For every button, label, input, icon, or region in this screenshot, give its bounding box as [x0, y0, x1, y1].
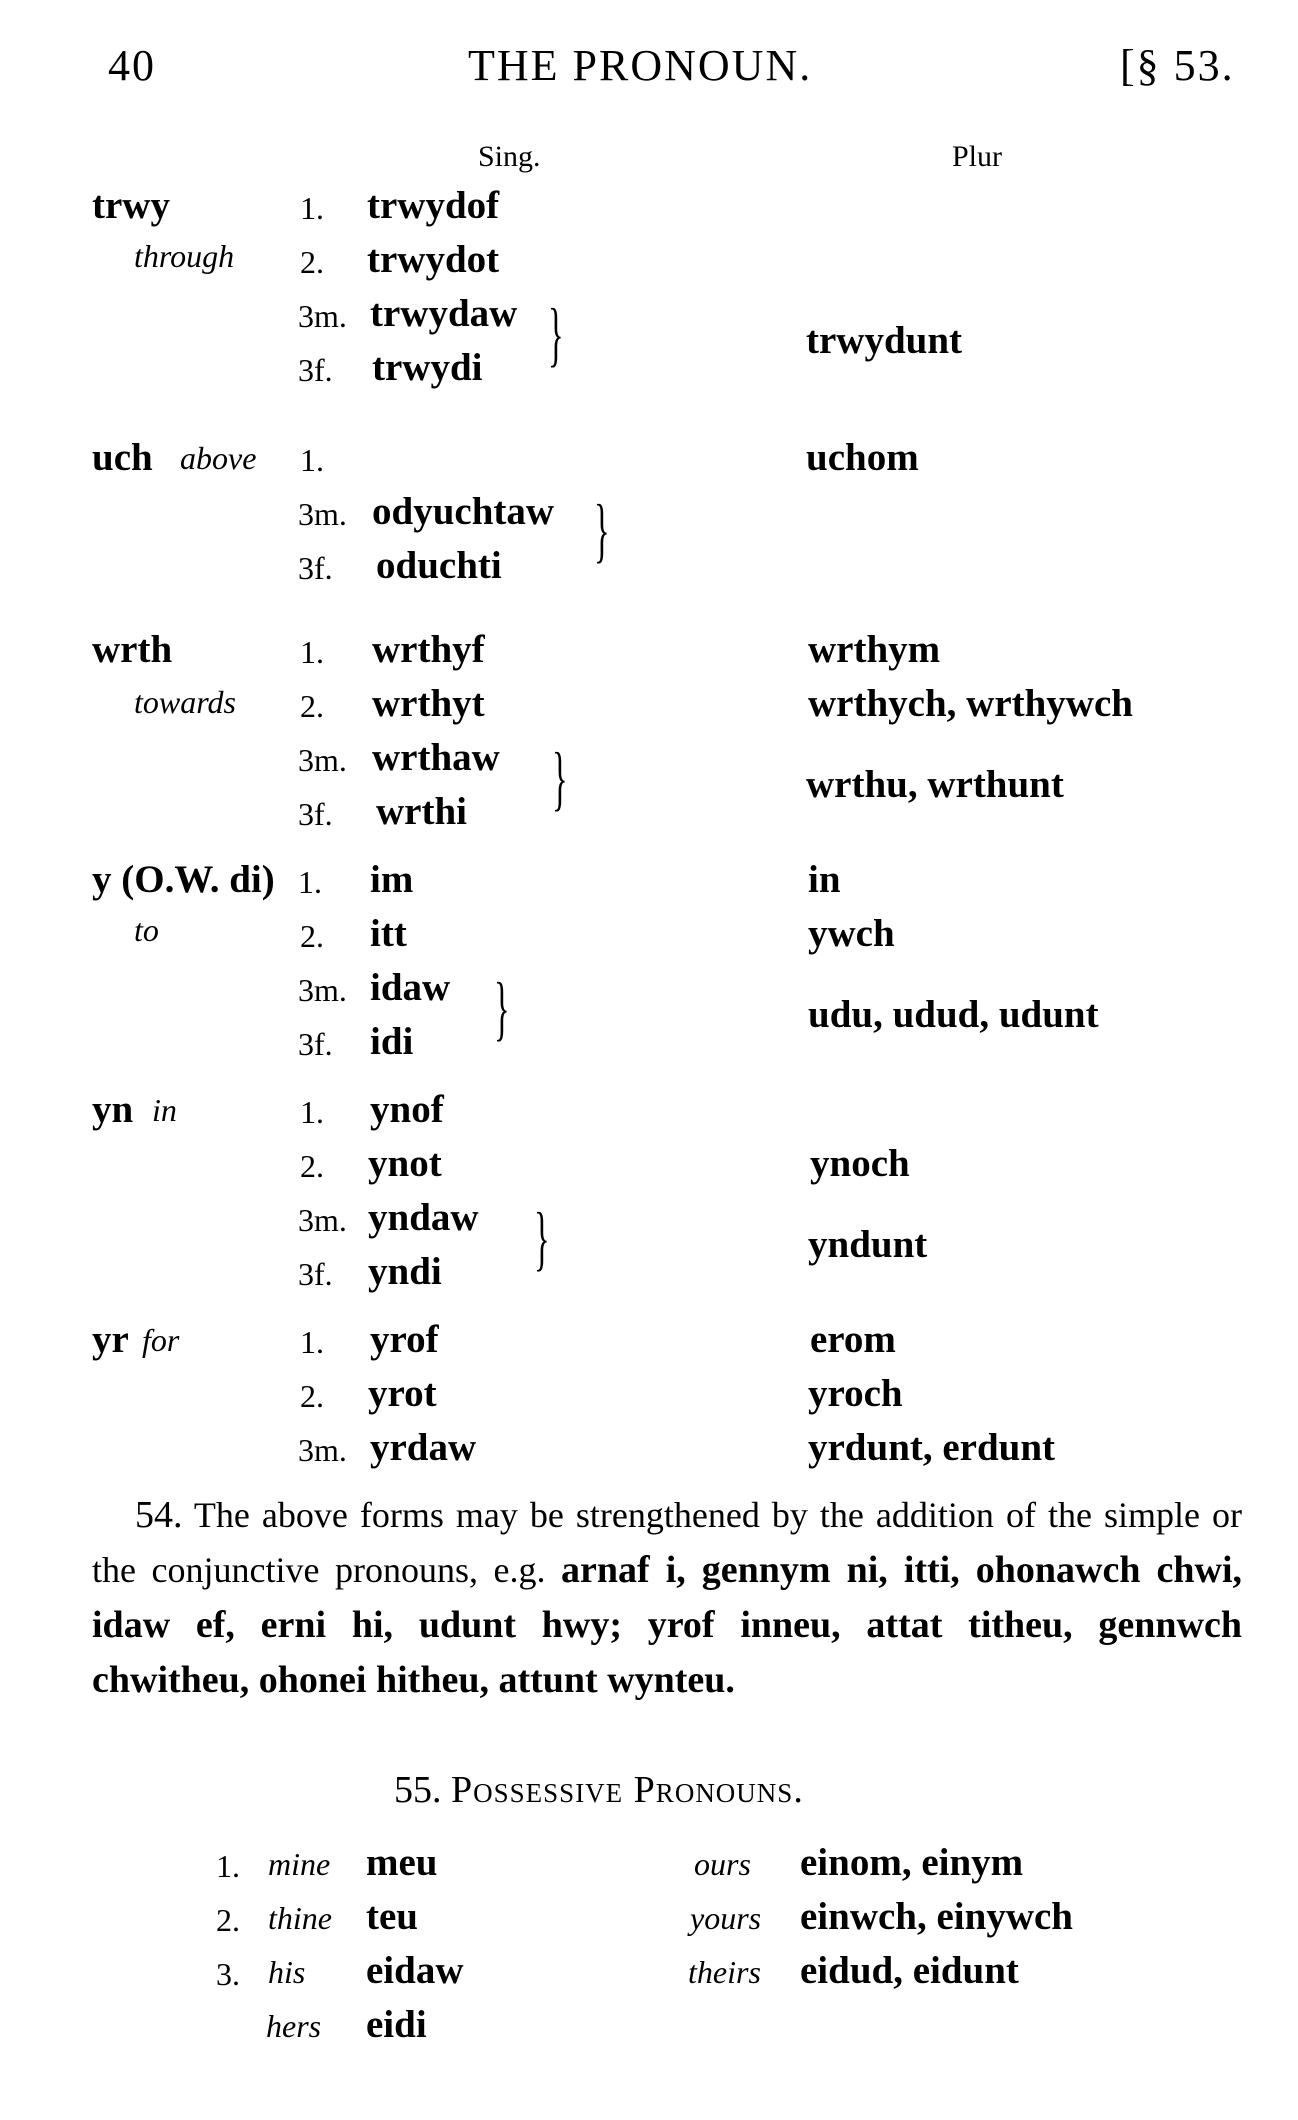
- person-number: 3m.: [298, 1432, 347, 1468]
- person-number: 3f.: [298, 796, 333, 832]
- singular-form: wrthyf: [372, 628, 485, 671]
- plural-form: uchom: [806, 436, 919, 479]
- plural-form: erom: [810, 1318, 896, 1361]
- singular-possessive: meu: [366, 1841, 438, 1884]
- singular-possessive: eidi: [366, 2003, 427, 2046]
- preposition-word: trwy: [92, 184, 170, 227]
- person-number: 2.: [216, 1902, 240, 1938]
- plural-possessive: eidud, eidunt: [800, 1949, 1019, 1992]
- singular-form: ynot: [368, 1142, 442, 1185]
- person-number: 1.: [216, 1848, 240, 1884]
- plural-form: udu, udud, udunt: [808, 993, 1099, 1036]
- person-number: 3f.: [298, 1026, 333, 1062]
- preposition-word: yr: [92, 1318, 129, 1361]
- person-number: 3f.: [298, 1256, 333, 1292]
- preposition-word: wrth: [92, 628, 173, 671]
- preposition-gloss: above: [180, 440, 257, 476]
- singular-form: wrthyt: [372, 682, 485, 725]
- person-number: 2.: [300, 918, 324, 954]
- singular-form: oduchti: [376, 544, 502, 587]
- person-number: 3m.: [298, 972, 347, 1008]
- singular-form: trwydi: [372, 346, 483, 389]
- plural-possessive: einwch, einywch: [800, 1895, 1073, 1938]
- preposition-gloss: in: [152, 1092, 177, 1128]
- preposition-word: uch: [92, 436, 153, 479]
- singular-possessive: eidaw: [366, 1949, 464, 1992]
- singular-form: yndi: [368, 1250, 442, 1293]
- plural-form: in: [808, 858, 841, 901]
- singular-form: yrot: [368, 1372, 437, 1415]
- singular-form: trwydof: [367, 184, 500, 227]
- singular-form: trwydot: [367, 238, 500, 281]
- plural-form: trwydunt: [806, 319, 963, 362]
- person-number: 1.: [300, 442, 324, 478]
- person-number: 1.: [300, 634, 324, 670]
- singular-form: wrthaw: [372, 736, 500, 779]
- singular-form: itt: [370, 912, 407, 955]
- person-number: 3.: [216, 1956, 240, 1992]
- singular-form: yndaw: [368, 1196, 479, 1239]
- plural-gloss: ours: [694, 1846, 751, 1882]
- paragraph-text: The above forms may be strengthened by the addition of the simple or the conjunctive pronouns, e.g.: [92, 1495, 1242, 1590]
- person-number: 3f.: [298, 550, 333, 586]
- plural-form: wrthym: [808, 628, 941, 671]
- plural-form: wrthych, wrthywch: [808, 682, 1133, 725]
- singular-form: ynof: [370, 1088, 444, 1131]
- section-title: Possessive Pronouns.: [451, 1769, 804, 1811]
- plural-form: yrdunt, erdunt: [808, 1426, 1056, 1469]
- paragraph-54: [92, 1488, 1242, 1708]
- plural-form: ynoch: [810, 1142, 910, 1185]
- plural-possessive: einom, einym: [800, 1841, 1024, 1884]
- person-number: 1.: [300, 1324, 324, 1360]
- singular-gloss: hers: [266, 2008, 322, 2044]
- person-number: 3m.: [298, 496, 347, 532]
- singular-form: wrthi: [376, 790, 467, 833]
- singular-form: idi: [370, 1020, 414, 1063]
- plural-form: wrthu, wrthunt: [806, 763, 1064, 806]
- preposition-gloss: for: [142, 1322, 180, 1358]
- plural-gloss: theirs: [688, 1954, 761, 1990]
- paragraph-examples: arnaf i, gennym ni, itti, ohonawch chwi, idaw ef, erni hi, udunt hwy; yrof inneu, attat titheu, gennwch chwitheu, ohonei hitheu, attunt wynteu.: [92, 1549, 1243, 1701]
- person-number: 2.: [300, 244, 324, 280]
- plural-form: ywch: [808, 912, 895, 955]
- singular-gloss: mine: [268, 1846, 331, 1882]
- section-heading: [394, 1768, 804, 1812]
- singular-form: yrdaw: [370, 1426, 477, 1469]
- person-number: 3f.: [298, 352, 333, 388]
- singular-form: odyuchtaw: [372, 490, 555, 533]
- person-number: 2.: [300, 1148, 324, 1184]
- brace: }: [494, 968, 510, 1048]
- person-number: 2.: [300, 1378, 324, 1414]
- preposition-word: y (O.W. di): [92, 858, 275, 901]
- singular-form: trwydaw: [370, 292, 518, 335]
- person-number: 2.: [300, 688, 324, 724]
- person-number: 3m.: [298, 298, 347, 334]
- plural-form: yndunt: [808, 1223, 928, 1266]
- person-number: 3m.: [298, 1202, 347, 1238]
- preposition-gloss: to: [134, 912, 159, 948]
- singular-form: im: [370, 858, 414, 901]
- page-number: 40: [108, 41, 156, 90]
- singular-gloss: his: [268, 1954, 306, 1990]
- person-number: 1.: [300, 190, 324, 226]
- singular-header: Sing.: [478, 140, 541, 173]
- brace: }: [552, 738, 568, 818]
- plural-header: Plur: [952, 140, 1003, 173]
- preposition-gloss: towards: [134, 684, 236, 720]
- preposition-gloss: through: [134, 238, 235, 274]
- plural-gloss: yours: [690, 1900, 762, 1936]
- singular-possessive: teu: [366, 1895, 418, 1938]
- section-ref: [§ 53.: [1120, 41, 1235, 90]
- paragraph-number: 54.: [135, 1494, 183, 1536]
- singular-gloss: thine: [268, 1900, 332, 1936]
- singular-form: idaw: [370, 966, 451, 1009]
- person-number: 3m.: [298, 742, 347, 778]
- running-title: THE PRONOUN.: [468, 41, 813, 90]
- brace: }: [594, 490, 610, 570]
- section-number: 55.: [394, 1769, 442, 1811]
- plural-form: yroch: [808, 1372, 903, 1415]
- singular-form: yrof: [370, 1318, 439, 1361]
- brace: }: [548, 294, 564, 374]
- preposition-word: yn: [92, 1088, 134, 1131]
- brace: }: [534, 1198, 550, 1278]
- person-number: 1.: [298, 864, 322, 900]
- person-number: 1.: [300, 1094, 324, 1130]
